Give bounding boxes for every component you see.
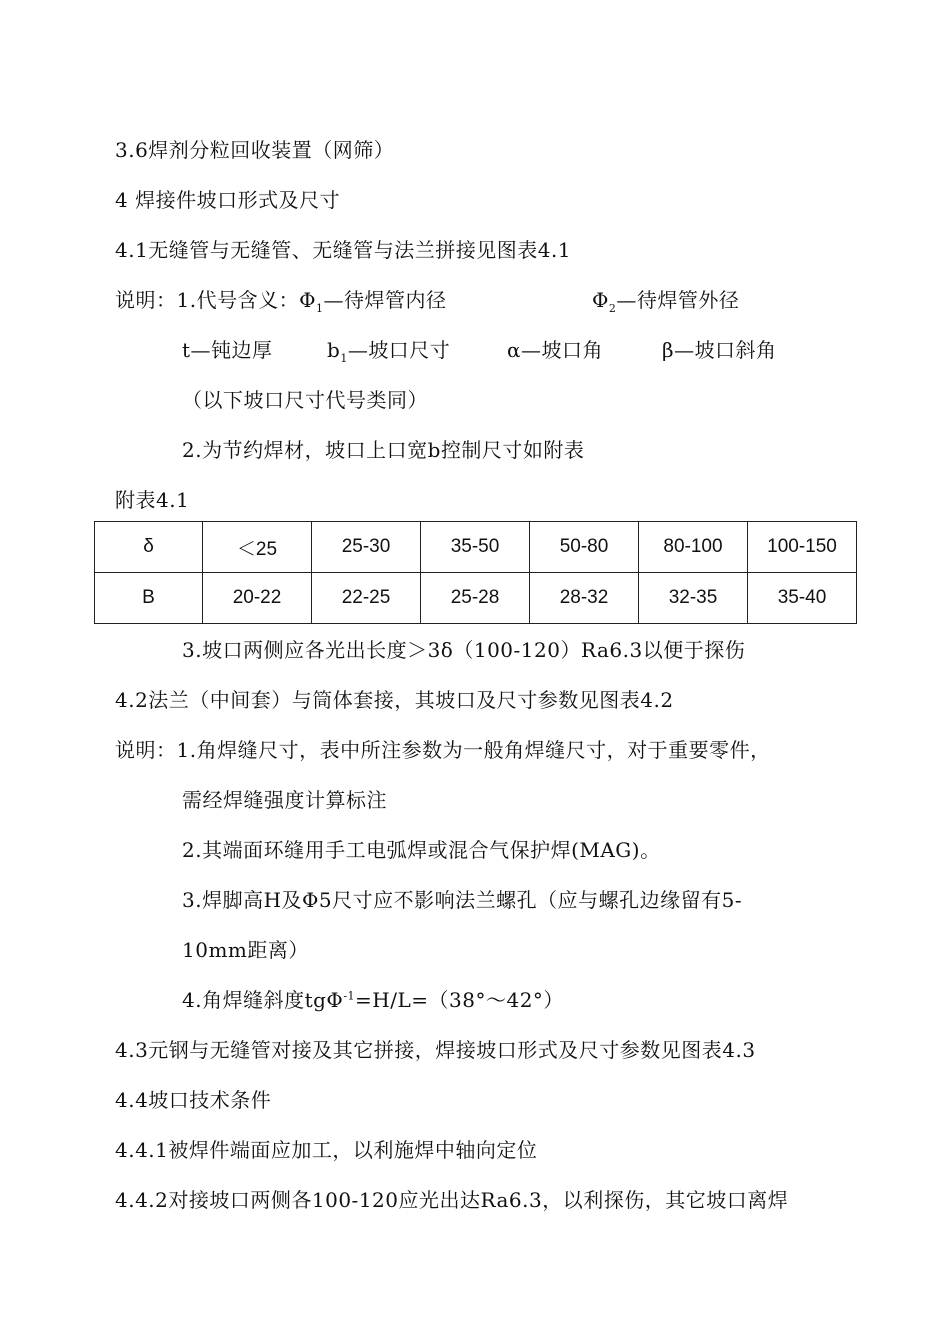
section-4-2-note-3-cont: 10mm距离） xyxy=(182,938,309,962)
symbol-t: t—钝边厚 xyxy=(182,338,273,362)
symbol-beta: β—坡口斜角 xyxy=(662,338,777,362)
table-cell: 22-25 xyxy=(312,573,421,624)
table-cell: 32-35 xyxy=(639,573,748,624)
section-4-2-note-4 xyxy=(182,986,564,1014)
note-2: 2.为节约焊材，坡口上口宽b控制尺寸如附表 xyxy=(182,438,585,462)
table-cell: 100-150 xyxy=(748,522,857,573)
table-cell: 35-50 xyxy=(421,522,530,573)
section-4-2-note-1: 说明：1.角焊缝尺寸，表中所注参数为一般角焊缝尺寸，对于重要零件， xyxy=(115,738,771,762)
table-cell: B xyxy=(95,573,203,624)
section-4-heading: 4 焊接件坡口形式及尺寸 xyxy=(115,188,341,212)
note-1-same-codes: （以下坡口尺寸代号类同） xyxy=(182,388,428,412)
section-3-6: 3.6焊剂分粒回收装置（网筛） xyxy=(115,138,395,162)
phi1-description: —待焊管内径 xyxy=(323,288,447,312)
table-cell: 80-100 xyxy=(639,522,748,573)
note-1-prefix: 说明：1.代号含义：Φ xyxy=(115,288,316,312)
note-3: 3.坡口两侧应各光出长度＞3δ（100-120）Ra6.3以便于探伤 xyxy=(182,638,746,662)
section-4-2-note-3: 3.焊脚高H及Φ5尺寸应不影响法兰螺孔（应与螺孔边缘留有5- xyxy=(182,888,743,912)
table-cell: ＜25 xyxy=(203,522,312,573)
symbol-alpha: α—坡口角 xyxy=(507,338,604,362)
slope-text: 4.角焊缝斜度tgΦ xyxy=(182,988,344,1012)
symbol-b1 xyxy=(327,336,450,364)
table-row-b xyxy=(95,573,857,624)
slope-superscript: -1 xyxy=(343,989,356,1003)
table-cell: 35-40 xyxy=(748,573,857,624)
phi2-symbol: Φ xyxy=(592,288,609,312)
groove-width-table xyxy=(94,521,857,624)
section-4-4-2: 4.4.2对接坡口两侧各100-120应光出达Ra6.3，以利探伤，其它坡口离焊 xyxy=(115,1188,789,1212)
b1-description: —坡口尺寸 xyxy=(347,338,451,362)
section-4-3: 4.3元钢与无缝管对接及其它拼接，焊接坡口形式及尺寸参数见图表4.3 xyxy=(115,1038,756,1062)
note-1-phi1 xyxy=(115,286,446,314)
table-cell: 50-80 xyxy=(530,522,639,573)
table-cell: 20-22 xyxy=(203,573,312,624)
table-cell: 25-28 xyxy=(421,573,530,624)
table-title: 附表4.1 xyxy=(115,488,190,512)
note-1-phi2 xyxy=(592,286,739,314)
phi2-subscript: 2 xyxy=(608,302,617,315)
table-cell: 25-30 xyxy=(312,522,421,573)
table-cell: δ xyxy=(95,522,203,573)
phi2-description: —待焊管外径 xyxy=(616,288,740,312)
b1-symbol: b xyxy=(327,338,341,362)
section-4-2-note-1-cont: 需经焊缝强度计算标注 xyxy=(182,788,387,812)
phi1-subscript: 1 xyxy=(315,302,324,315)
section-4-1: 4.1无缝管与无缝管、无缝管与法兰拼接见图表4.1 xyxy=(115,238,572,262)
slope-formula: =H/L=（38°～42°） xyxy=(355,988,564,1012)
section-4-4: 4.4坡口技术条件 xyxy=(115,1088,272,1112)
table-row-delta xyxy=(95,522,857,573)
section-4-2-note-2: 2.其端面环缝用手工电弧焊或混合气保护焊(MAG)。 xyxy=(182,838,661,862)
section-4-4-1: 4.4.1被焊件端面应加工，以利施焊中轴向定位 xyxy=(115,1138,538,1162)
b1-subscript: 1 xyxy=(340,352,348,365)
table-cell: 28-32 xyxy=(530,573,639,624)
section-4-2: 4.2法兰（中间套）与筒体套接，其坡口及尺寸参数见图表4.2 xyxy=(115,688,674,712)
